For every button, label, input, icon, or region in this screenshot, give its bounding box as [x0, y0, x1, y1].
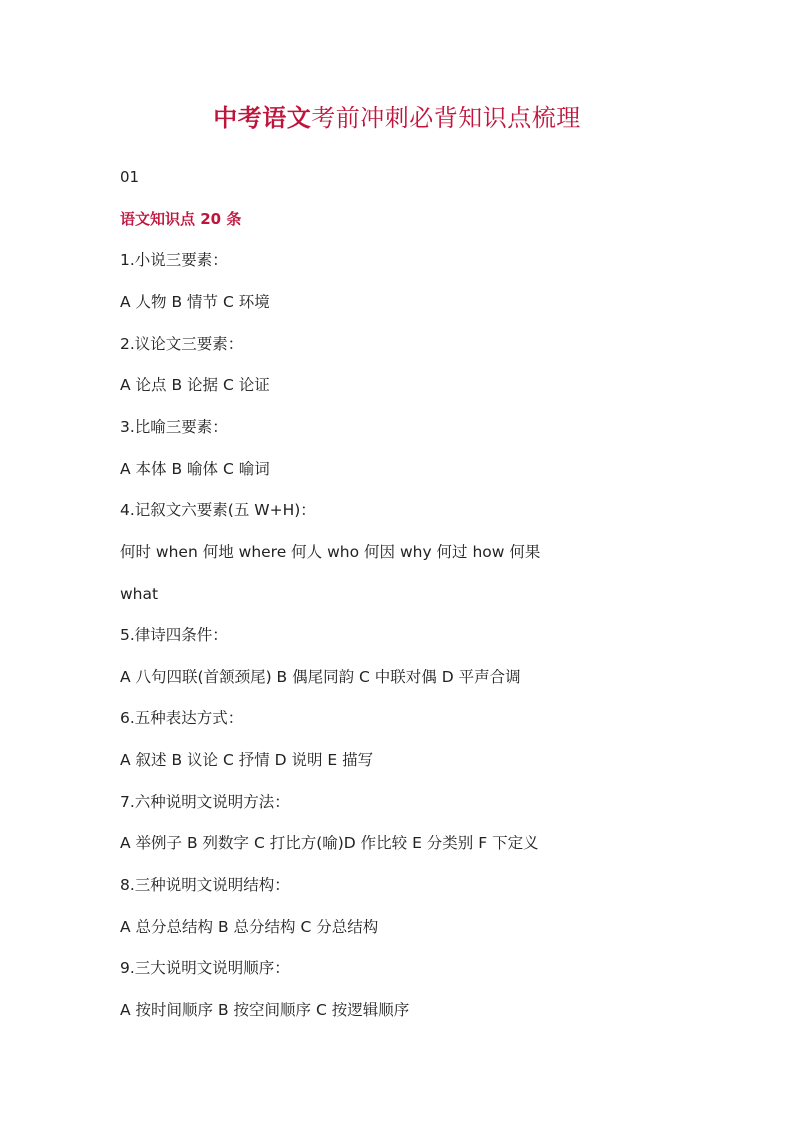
section-number: 01 [120, 168, 140, 186]
item-heading: 2.议论文三要素： [120, 335, 244, 353]
item-content: A 叙述 B 议论 C 抒情 D 说明 E 描写 [120, 751, 374, 769]
item-content: A 按时间顺序 B 按空间顺序 C 按逻辑顺序 [120, 1001, 410, 1019]
item-heading: 9.三大说明文说明顺序： [120, 959, 290, 977]
item-content: A 总分总结构 B 总分结构 C 分总结构 [120, 918, 379, 936]
title-strong-part: 中考语文 [213, 103, 312, 132]
item-content-continued: what [120, 585, 159, 603]
item-heading: 3.比喻三要素： [120, 418, 228, 436]
item-content: A 人物 B 情节 C 环境 [120, 293, 270, 311]
item-heading: 7.六种说明文说明方法： [120, 793, 290, 811]
item-heading: 8.三种说明文说明结构： [120, 876, 290, 894]
item-content: A 论点 B 论据 C 论证 [120, 376, 270, 394]
page-title [0, 101, 794, 135]
item-heading: 5.律诗四条件： [120, 626, 228, 644]
item-heading: 6.五种表达方式： [120, 709, 244, 727]
item-content: A 举例子 B 列数字 C 打比方(喻)D 作比较 E 分类别 F 下定义 [120, 834, 539, 852]
section-subheading: 语文知识点 20 条 [120, 210, 242, 228]
item-heading: 1.小说三要素： [120, 251, 228, 269]
title-rest-part: 考前冲刺必背知识点梳理 [311, 104, 581, 132]
item-content: A 本体 B 喻体 C 喻词 [120, 460, 270, 478]
item-content: 何时 when 何地 where 何人 who 何因 why 何过 how 何果 [120, 543, 541, 561]
item-heading: 4.记叙文六要素(五 W+H)： [120, 501, 316, 519]
item-content: A 八句四联(首颔颈尾) B 偶尾同韵 C 中联对偶 D 平声合调 [120, 668, 521, 686]
